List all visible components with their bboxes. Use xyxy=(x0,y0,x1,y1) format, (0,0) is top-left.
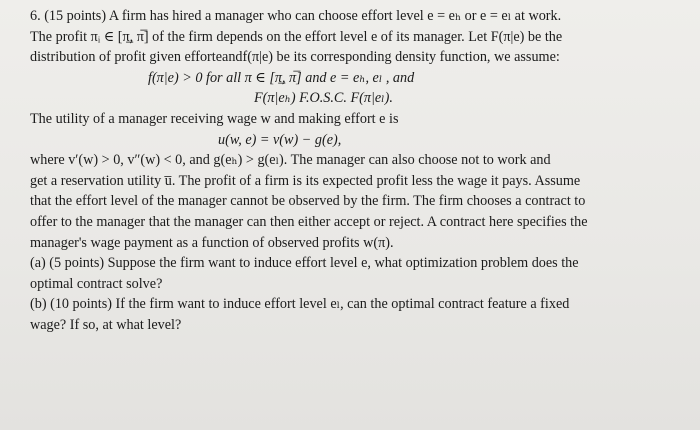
conditions-line: where v′(w) > 0, v″(w) < 0, and g(eₕ) > g(eₗ). The manager can also choose not to work and xyxy=(30,152,551,169)
observability-line: that the effort level of the manager cannot be observed by the firm. The firm chooses a contract to xyxy=(30,193,586,210)
part-b-line-1: (b) (10 points) If the firm want to induce effort level eₗ, can the optimal contract feature a fixed xyxy=(30,296,570,313)
part-a-line-1: (a) (5 points) Suppose the firm want to induce effort level e, what optimization problem does the xyxy=(30,255,579,272)
wage-function-line: manager's wage payment as a function of observed profits w(π). xyxy=(30,234,394,251)
utility-equation: u(w, e) = v(w) − g(e), xyxy=(218,131,342,148)
utility-intro-line: The utility of a manager receiving wage w and making effort e is xyxy=(30,110,399,127)
problem-distribution-line: distribution of profit given efforteandf(π|e) be its corresponding density function, we assume: xyxy=(30,49,560,66)
assumption-equation-2: F(π|eₕ) F.O.S.C. F(π|eₗ). xyxy=(254,90,393,107)
contract-line: offer to the manager that the manager can then either accept or reject. A contract here specifies the xyxy=(30,213,588,230)
problem-intro-line: 6. (15 points) A firm has hired a manager who can choose effort level e = eₕ or e = eₗ at work. xyxy=(30,8,562,24)
problem-profit-line: The profit πᵢ ∈ [π̲, π̅] of the firm depends on the effort level e of its manager. Let F(π|e) be the xyxy=(30,28,563,45)
assumption-equation-1: f(π|e) > 0 for all π ∈ [π̲, π̅] and e = eₕ, eₗ , and xyxy=(148,69,415,86)
part-a-line-2: optimal contract solve? xyxy=(30,275,163,292)
reservation-line: get a reservation utility u̅. The profit of a firm is its expected profit less the wage it pays. Assume xyxy=(30,172,581,189)
part-b-line-2: wage? If so, at what level? xyxy=(30,316,182,333)
